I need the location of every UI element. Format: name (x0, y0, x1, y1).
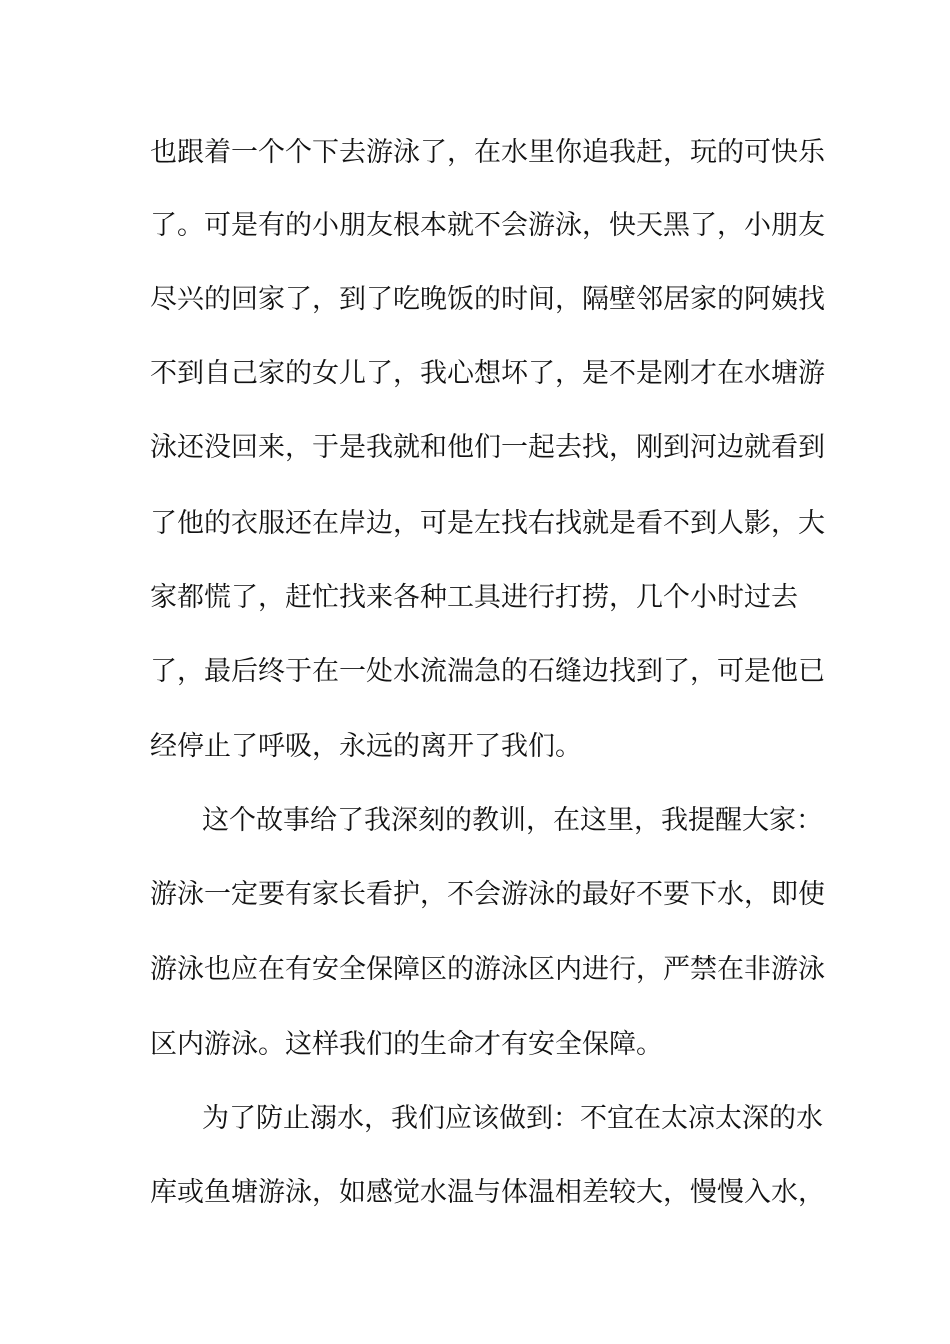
paragraph-line-8: 了，最后终于在一处水流湍急的石缝边找到了，可是他已 (150, 656, 825, 687)
paragraph-line-3: 尽兴的回家了，到了吃晚饭的时间，隔壁邻居家的阿姨找 (150, 284, 825, 315)
paragraph-line-10: 这个故事给了我深刻的教训，在这里，我提醒大家： (202, 805, 823, 836)
paragraph-line-9: 经停止了呼吸，永远的离开了我们。 (150, 731, 582, 762)
paragraph-line-4: 不到自己家的女儿了，我心想坏了，是不是刚才在水塘游 (150, 358, 825, 389)
paragraph-line-12: 游泳也应在有安全保障区的游泳区内进行，严禁在非游泳 (150, 954, 825, 985)
paragraph-line-11: 游泳一定要有家长看护，不会游泳的最好不要下水，即使 (150, 879, 825, 910)
paragraph-line-14: 为了防止溺水，我们应该做到：不宜在太凉太深的水 (202, 1103, 823, 1134)
paragraph-line-7: 家都慌了，赶忙找来各种工具进行打捞，几个小时过去 (150, 582, 798, 613)
paragraph-line-2: 了。可是有的小朋友根本就不会游泳，快天黑了，小朋友 (150, 210, 825, 241)
paragraph-line-1: 也跟着一个个下去游泳了，在水里你追我赶，玩的可快乐 (150, 137, 825, 168)
paragraph-line-6: 了他的衣服还在岸边，可是左找右找就是看不到人影，大 (150, 508, 825, 539)
paragraph-line-13: 区内游泳。这样我们的生命才有安全保障。 (150, 1029, 663, 1060)
paragraph-line-15: 库或鱼塘游泳，如感觉水温与体温相差较大，慢慢入水， (150, 1177, 825, 1208)
paragraph-line-5: 泳还没回来，于是我就和他们一起去找，刚到河边就看到 (150, 432, 825, 463)
